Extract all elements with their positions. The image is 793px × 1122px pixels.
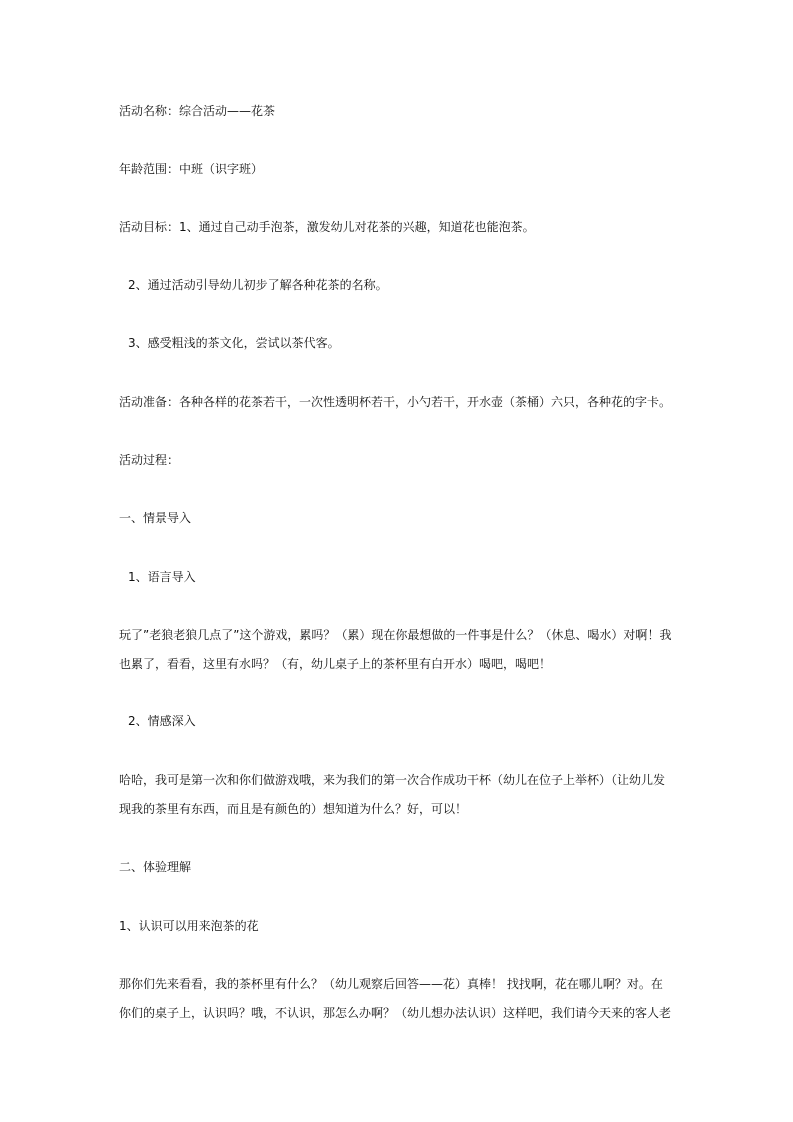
activity-name: 活动名称：综合活动——花茶 (119, 104, 276, 118)
goal-1: 活动目标：1、通过自己动手泡茶，激发幼儿对花茶的兴趣，知道花也能泡茶。 (119, 220, 535, 234)
goal-3: 3、感受粗浅的茶文化，尝试以茶代客。 (128, 336, 340, 350)
subsection-1-1: 1、语言导入 (128, 570, 196, 584)
paragraph-2-line-2: 现我的茶里有东西，而且是有颜色的）想知道为什么？好，可以！ (119, 802, 468, 816)
goal-2: 2、通过活动引导幼儿初步了解各种花茶的名称。 (128, 278, 388, 292)
paragraph-3-line-1: 那你们先来看看，我的茶杯里有什么？（幼儿观察后回答——花）真棒！ 找找啊，花在哪儿啊？对。在 (119, 977, 663, 991)
paragraph-1-line-1: 玩了”老狼老狼几点了”这个游戏，累吗？（累）现在你最想做的一件事是什么？（休息、喝水）对啊！我 (119, 628, 672, 642)
age-range: 年龄范围：中班（识字班） (119, 162, 264, 176)
paragraph-1-line-2: 也累了，看看，这里有水吗？（有，幼儿桌子上的茶杯里有白开水）喝吧，喝吧！ (119, 657, 552, 671)
paragraph-2-line-1: 哈哈，我可是第一次和你们做游戏哦，来为我们的第一次合作成功干杯（幼儿在位子上举杯）（让幼儿发 (119, 773, 666, 787)
subsection-2-1: 1、认识可以用来泡茶的花 (119, 919, 259, 933)
process-heading: 活动过程： (119, 453, 180, 467)
subsection-1-2: 2、情感深入 (128, 714, 196, 728)
preparation: 活动准备：各种各样的花茶若干，一次性透明杯若干，小勺若干，开水壶（茶桶）六只，各种花的字卡。 (119, 395, 672, 409)
section-2-heading: 二、体验理解 (119, 860, 192, 874)
paragraph-3-line-2: 你们的桌子上，认识吗？哦，不认识，那怎么办啊？（幼儿想办法认识）这样吧，我们请今天来的客人老 (119, 1006, 672, 1020)
section-1-heading: 一、情景导入 (119, 511, 192, 525)
